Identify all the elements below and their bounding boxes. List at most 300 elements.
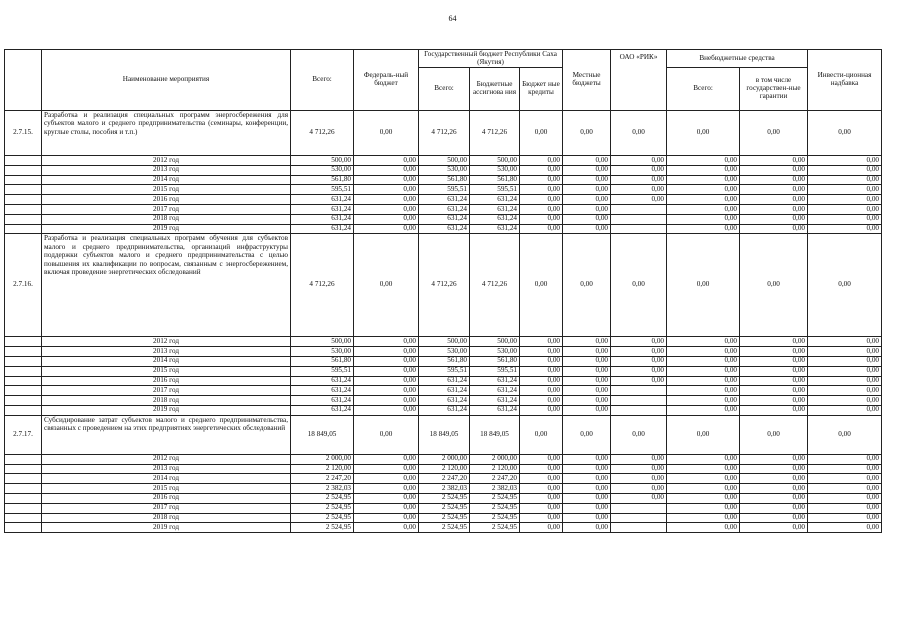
value-invest: 0,00: [808, 224, 882, 234]
budget-table: [4, 49, 882, 533]
value-off-total: 0,00: [667, 224, 740, 234]
value-local: 0,00: [563, 185, 611, 195]
value-off-total: 0,00: [667, 474, 740, 484]
value-off-incl: 0,00: [740, 111, 808, 156]
value-off-total: 0,00: [667, 396, 740, 406]
value-local: 0,00: [563, 464, 611, 474]
value-state-credit: 0,00: [520, 405, 563, 415]
value-state-assign: 2 382,03: [470, 484, 520, 494]
value-local: 0,00: [563, 337, 611, 347]
header-state-budget: Государственный бюджет Республики Саха (Якутия): [419, 50, 563, 68]
value-rik: 0,00: [611, 474, 667, 484]
table-row: [5, 366, 882, 376]
value-federal: 0,00: [354, 204, 419, 214]
value-state-assign: 561,80: [470, 175, 520, 185]
value-rik: 0,00: [611, 356, 667, 366]
value-total: 2 247,20: [291, 474, 354, 484]
value-invest: 0,00: [808, 185, 882, 195]
year-label: 2013 год: [42, 464, 291, 474]
value-federal: 0,00: [354, 454, 419, 464]
value-off-total: 0,00: [667, 464, 740, 474]
value-invest: 0,00: [808, 165, 882, 175]
item-description: Разработка и реализация специальных программ обучения для субъектов малого и среднего предпринимательства, организаций инфраструктуры поддержки субъектов малого и среднего предпринимательства с целью повышения их квалификации по вопросам, связанным с энергосбережением, включая проведение энергетических обследований: [42, 234, 291, 337]
value-invest: 0,00: [808, 204, 882, 214]
item-number: [5, 386, 42, 396]
table-row: [5, 484, 882, 494]
value-off-incl: 0,00: [740, 165, 808, 175]
year-label: 2018 год: [42, 513, 291, 523]
value-off-incl: 0,00: [740, 454, 808, 464]
item-number: 2.7.15.: [5, 111, 42, 156]
value-off-incl: 0,00: [740, 234, 808, 337]
value-rik: 0,00: [611, 195, 667, 205]
item-number: [5, 405, 42, 415]
value-off-incl: 0,00: [740, 415, 808, 454]
item-number: [5, 165, 42, 175]
value-state-credit: 0,00: [520, 474, 563, 484]
value-federal: 0,00: [354, 474, 419, 484]
value-total: 631,24: [291, 204, 354, 214]
value-total: 631,24: [291, 376, 354, 386]
value-off-total: 0,00: [667, 513, 740, 523]
value-rik: [611, 405, 667, 415]
value-state-assign: 631,24: [470, 224, 520, 234]
value-state-credit: 0,00: [520, 111, 563, 156]
value-state-credit: 0,00: [520, 513, 563, 523]
value-state-credit: 0,00: [520, 224, 563, 234]
value-rik: 0,00: [611, 111, 667, 156]
value-rik: [611, 204, 667, 214]
value-off-incl: 0,00: [740, 523, 808, 533]
value-state-credit: 0,00: [520, 376, 563, 386]
value-off-incl: 0,00: [740, 195, 808, 205]
value-rik: 0,00: [611, 165, 667, 175]
item-number: 2.7.16.: [5, 234, 42, 337]
item-number: 2.7.17.: [5, 415, 42, 454]
table-row: [5, 224, 882, 234]
value-federal: 0,00: [354, 214, 419, 224]
table-body: [5, 111, 882, 533]
value-state-assign: 2 247,20: [470, 474, 520, 484]
value-total: 2 000,00: [291, 454, 354, 464]
value-state-credit: 0,00: [520, 454, 563, 464]
value-rik: 0,00: [611, 415, 667, 454]
value-total: 631,24: [291, 224, 354, 234]
value-off-total: 0,00: [667, 356, 740, 366]
item-number: [5, 454, 42, 464]
table-row: [5, 386, 882, 396]
value-state-total: 530,00: [419, 165, 470, 175]
value-local: 0,00: [563, 396, 611, 406]
year-label: 2017 год: [42, 503, 291, 513]
value-state-credit: 0,00: [520, 195, 563, 205]
year-label: 2019 год: [42, 405, 291, 415]
value-off-incl: 0,00: [740, 204, 808, 214]
header-total: Всего:: [291, 50, 354, 111]
item-number: [5, 185, 42, 195]
value-state-credit: 0,00: [520, 484, 563, 494]
value-state-assign: 631,24: [470, 195, 520, 205]
value-off-total: 0,00: [667, 454, 740, 464]
value-total: 18 849,05: [291, 415, 354, 454]
item-number: [5, 347, 42, 357]
value-invest: 0,00: [808, 454, 882, 464]
value-local: 0,00: [563, 224, 611, 234]
table-row: [5, 337, 882, 347]
value-state-credit: 0,00: [520, 396, 563, 406]
value-state-assign: 2 524,95: [470, 513, 520, 523]
value-off-incl: 0,00: [740, 376, 808, 386]
value-invest: 0,00: [808, 405, 882, 415]
value-total: 500,00: [291, 337, 354, 347]
table-row: [5, 493, 882, 503]
value-invest: 0,00: [808, 464, 882, 474]
value-state-total: 500,00: [419, 337, 470, 347]
header-off-incl: в том числе государствен-ные гарантии: [740, 68, 808, 111]
value-state-credit: 0,00: [520, 175, 563, 185]
value-invest: 0,00: [808, 156, 882, 166]
value-state-credit: 0,00: [520, 204, 563, 214]
year-label: 2013 год: [42, 347, 291, 357]
value-state-assign: 631,24: [470, 386, 520, 396]
value-state-assign: 595,51: [470, 366, 520, 376]
value-federal: 0,00: [354, 523, 419, 533]
value-state-credit: 0,00: [520, 356, 563, 366]
value-federal: 0,00: [354, 415, 419, 454]
table-row: [5, 376, 882, 386]
value-invest: 0,00: [808, 523, 882, 533]
value-rik: 0,00: [611, 337, 667, 347]
value-state-assign: 2 524,95: [470, 503, 520, 513]
value-total: 631,24: [291, 214, 354, 224]
value-rik: 0,00: [611, 484, 667, 494]
value-state-total: 561,80: [419, 175, 470, 185]
value-state-assign: 4 712,26: [470, 111, 520, 156]
value-off-total: 0,00: [667, 503, 740, 513]
value-rik: 0,00: [611, 454, 667, 464]
item-number: [5, 366, 42, 376]
value-local: 0,00: [563, 454, 611, 464]
value-off-incl: 0,00: [740, 513, 808, 523]
value-federal: 0,00: [354, 165, 419, 175]
year-label: 2013 год: [42, 165, 291, 175]
value-off-total: 0,00: [667, 185, 740, 195]
value-state-credit: 0,00: [520, 234, 563, 337]
item-number: [5, 523, 42, 533]
value-state-credit: 0,00: [520, 165, 563, 175]
page-number: 64: [448, 14, 457, 23]
value-state-assign: 530,00: [470, 347, 520, 357]
value-state-assign: 561,80: [470, 356, 520, 366]
table-row: [5, 156, 882, 166]
value-federal: 0,00: [354, 185, 419, 195]
value-invest: 0,00: [808, 337, 882, 347]
year-label: 2018 год: [42, 214, 291, 224]
value-off-incl: 0,00: [740, 493, 808, 503]
value-invest: 0,00: [808, 347, 882, 357]
value-off-incl: 0,00: [740, 464, 808, 474]
value-state-total: 2 120,00: [419, 464, 470, 474]
value-local: 0,00: [563, 405, 611, 415]
value-state-assign: 631,24: [470, 396, 520, 406]
header-invest: Инвести-ционная надбавка: [808, 50, 882, 111]
value-invest: 0,00: [808, 415, 882, 454]
year-label: 2012 год: [42, 454, 291, 464]
value-off-total: 0,00: [667, 493, 740, 503]
header-rik: ОАО «РИК»: [611, 50, 667, 111]
value-state-assign: 631,24: [470, 376, 520, 386]
table-row: [5, 415, 882, 454]
value-invest: 0,00: [808, 386, 882, 396]
table-row: [5, 214, 882, 224]
value-rik: [611, 503, 667, 513]
value-state-credit: 0,00: [520, 156, 563, 166]
value-state-total: 2 524,95: [419, 493, 470, 503]
value-invest: 0,00: [808, 513, 882, 523]
table-row: [5, 204, 882, 214]
value-total: 2 524,95: [291, 503, 354, 513]
value-federal: 0,00: [354, 386, 419, 396]
value-total: 631,24: [291, 405, 354, 415]
item-number: [5, 337, 42, 347]
item-number: [5, 214, 42, 224]
year-label: 2016 год: [42, 195, 291, 205]
value-off-total: 0,00: [667, 415, 740, 454]
value-federal: 0,00: [354, 234, 419, 337]
value-total: 530,00: [291, 165, 354, 175]
value-total: 2 524,95: [291, 523, 354, 533]
value-local: 0,00: [563, 214, 611, 224]
value-rik: 0,00: [611, 464, 667, 474]
value-off-total: 0,00: [667, 111, 740, 156]
header-name: Наименование мероприятия: [42, 50, 291, 111]
table-row: [5, 405, 882, 415]
value-invest: 0,00: [808, 234, 882, 337]
table-row: [5, 347, 882, 357]
table-row: [5, 165, 882, 175]
value-off-total: 0,00: [667, 523, 740, 533]
value-off-total: 0,00: [667, 204, 740, 214]
table-row: [5, 454, 882, 464]
value-invest: 0,00: [808, 503, 882, 513]
value-state-credit: 0,00: [520, 523, 563, 533]
value-local: 0,00: [563, 366, 611, 376]
value-total: 500,00: [291, 156, 354, 166]
table-row: [5, 185, 882, 195]
value-rik: 0,00: [611, 234, 667, 337]
value-state-credit: 0,00: [520, 185, 563, 195]
value-federal: 0,00: [354, 175, 419, 185]
value-state-total: 631,24: [419, 195, 470, 205]
value-state-total: 4 712,26: [419, 234, 470, 337]
value-state-assign: 595,51: [470, 185, 520, 195]
value-state-credit: 0,00: [520, 464, 563, 474]
value-local: 0,00: [563, 474, 611, 484]
value-state-assign: 2 524,95: [470, 493, 520, 503]
value-total: 595,51: [291, 185, 354, 195]
value-local: 0,00: [563, 165, 611, 175]
value-off-total: 0,00: [667, 234, 740, 337]
value-state-total: 2 524,95: [419, 513, 470, 523]
value-total: 2 382,03: [291, 484, 354, 494]
value-state-total: 2 524,95: [419, 523, 470, 533]
value-rik: [611, 214, 667, 224]
value-off-incl: 0,00: [740, 356, 808, 366]
table-row: [5, 503, 882, 513]
value-off-total: 0,00: [667, 405, 740, 415]
value-federal: 0,00: [354, 111, 419, 156]
value-state-total: 18 849,05: [419, 415, 470, 454]
value-off-incl: 0,00: [740, 156, 808, 166]
header-state-total: Всего:: [419, 68, 470, 111]
value-federal: 0,00: [354, 503, 419, 513]
year-label: 2018 год: [42, 396, 291, 406]
item-number: [5, 156, 42, 166]
value-off-incl: 0,00: [740, 396, 808, 406]
value-federal: 0,00: [354, 493, 419, 503]
value-federal: 0,00: [354, 156, 419, 166]
value-local: 0,00: [563, 347, 611, 357]
value-local: 0,00: [563, 503, 611, 513]
value-state-total: 631,24: [419, 224, 470, 234]
value-invest: 0,00: [808, 396, 882, 406]
value-rik: 0,00: [611, 366, 667, 376]
year-label: 2016 год: [42, 493, 291, 503]
value-off-incl: 0,00: [740, 474, 808, 484]
value-invest: 0,00: [808, 111, 882, 156]
value-state-credit: 0,00: [520, 347, 563, 357]
value-invest: 0,00: [808, 214, 882, 224]
table-row: [5, 175, 882, 185]
value-off-incl: 0,00: [740, 503, 808, 513]
value-total: 2 120,00: [291, 464, 354, 474]
item-number: [5, 195, 42, 205]
value-federal: 0,00: [354, 195, 419, 205]
value-federal: 0,00: [354, 396, 419, 406]
value-off-incl: 0,00: [740, 386, 808, 396]
value-local: 0,00: [563, 195, 611, 205]
value-state-assign: 2 524,95: [470, 523, 520, 533]
value-off-total: 0,00: [667, 347, 740, 357]
value-off-incl: 0,00: [740, 175, 808, 185]
year-label: 2014 год: [42, 175, 291, 185]
header-offbudget: Внебюджетные средства: [667, 50, 808, 68]
value-total: 530,00: [291, 347, 354, 357]
value-total: 4 712,26: [291, 111, 354, 156]
value-invest: 0,00: [808, 493, 882, 503]
item-number: [5, 224, 42, 234]
value-off-total: 0,00: [667, 484, 740, 494]
table-header: [5, 50, 882, 111]
header-state-credit: Бюджет ные кредиты: [520, 68, 563, 111]
value-state-assign: 631,24: [470, 204, 520, 214]
value-invest: 0,00: [808, 175, 882, 185]
value-federal: 0,00: [354, 337, 419, 347]
value-invest: 0,00: [808, 366, 882, 376]
value-state-credit: 0,00: [520, 214, 563, 224]
item-number: [5, 464, 42, 474]
value-invest: 0,00: [808, 376, 882, 386]
value-state-credit: 0,00: [520, 366, 563, 376]
value-invest: 0,00: [808, 356, 882, 366]
value-invest: 0,00: [808, 484, 882, 494]
value-state-total: 2 382,03: [419, 484, 470, 494]
item-description: Субсидирование затрат субъектов малого и среднего предпринимательства, связанных с проведением на этих предприятиях энергетических обследований: [42, 415, 291, 454]
item-number: [5, 513, 42, 523]
table-row: [5, 474, 882, 484]
value-local: 0,00: [563, 523, 611, 533]
value-state-total: 631,24: [419, 386, 470, 396]
value-total: 631,24: [291, 195, 354, 205]
value-local: 0,00: [563, 493, 611, 503]
value-off-incl: 0,00: [740, 347, 808, 357]
value-total: 631,24: [291, 386, 354, 396]
table-row: [5, 513, 882, 523]
year-label: 2014 год: [42, 356, 291, 366]
value-state-assign: 500,00: [470, 337, 520, 347]
year-label: 2019 год: [42, 224, 291, 234]
header-num-cell: [5, 50, 42, 111]
value-off-total: 0,00: [667, 337, 740, 347]
value-state-total: 2 000,00: [419, 454, 470, 464]
value-off-total: 0,00: [667, 175, 740, 185]
table-row: [5, 356, 882, 366]
header-federal: Федераль-ный бюджет: [354, 50, 419, 111]
value-rik: [611, 396, 667, 406]
item-number: [5, 493, 42, 503]
value-rik: [611, 523, 667, 533]
value-rik: [611, 386, 667, 396]
value-state-total: 500,00: [419, 156, 470, 166]
value-rik: [611, 224, 667, 234]
value-total: 2 524,95: [291, 493, 354, 503]
value-off-incl: 0,00: [740, 185, 808, 195]
table-row: [5, 464, 882, 474]
value-federal: 0,00: [354, 484, 419, 494]
value-off-total: 0,00: [667, 376, 740, 386]
value-federal: 0,00: [354, 376, 419, 386]
value-state-assign: 2 120,00: [470, 464, 520, 474]
value-state-assign: 18 849,05: [470, 415, 520, 454]
value-local: 0,00: [563, 484, 611, 494]
value-local: 0,00: [563, 513, 611, 523]
header-off-total: Всего:: [667, 68, 740, 111]
value-state-assign: 631,24: [470, 214, 520, 224]
header-local: Местные бюджеты: [563, 50, 611, 111]
value-state-assign: 4 712,26: [470, 234, 520, 337]
value-rik: 0,00: [611, 493, 667, 503]
value-total: 2 524,95: [291, 513, 354, 523]
item-number: [5, 484, 42, 494]
value-state-credit: 0,00: [520, 503, 563, 513]
value-federal: 0,00: [354, 366, 419, 376]
value-total: 4 712,26: [291, 234, 354, 337]
value-federal: 0,00: [354, 513, 419, 523]
value-state-total: 631,24: [419, 376, 470, 386]
value-invest: 0,00: [808, 474, 882, 484]
value-federal: 0,00: [354, 405, 419, 415]
value-state-total: 2 524,95: [419, 503, 470, 513]
value-state-total: 595,51: [419, 366, 470, 376]
item-number: [5, 175, 42, 185]
year-label: 2015 год: [42, 185, 291, 195]
value-state-credit: 0,00: [520, 337, 563, 347]
value-local: 0,00: [563, 111, 611, 156]
item-number: [5, 204, 42, 214]
value-state-total: 4 712,26: [419, 111, 470, 156]
value-off-total: 0,00: [667, 366, 740, 376]
value-state-assign: 530,00: [470, 165, 520, 175]
